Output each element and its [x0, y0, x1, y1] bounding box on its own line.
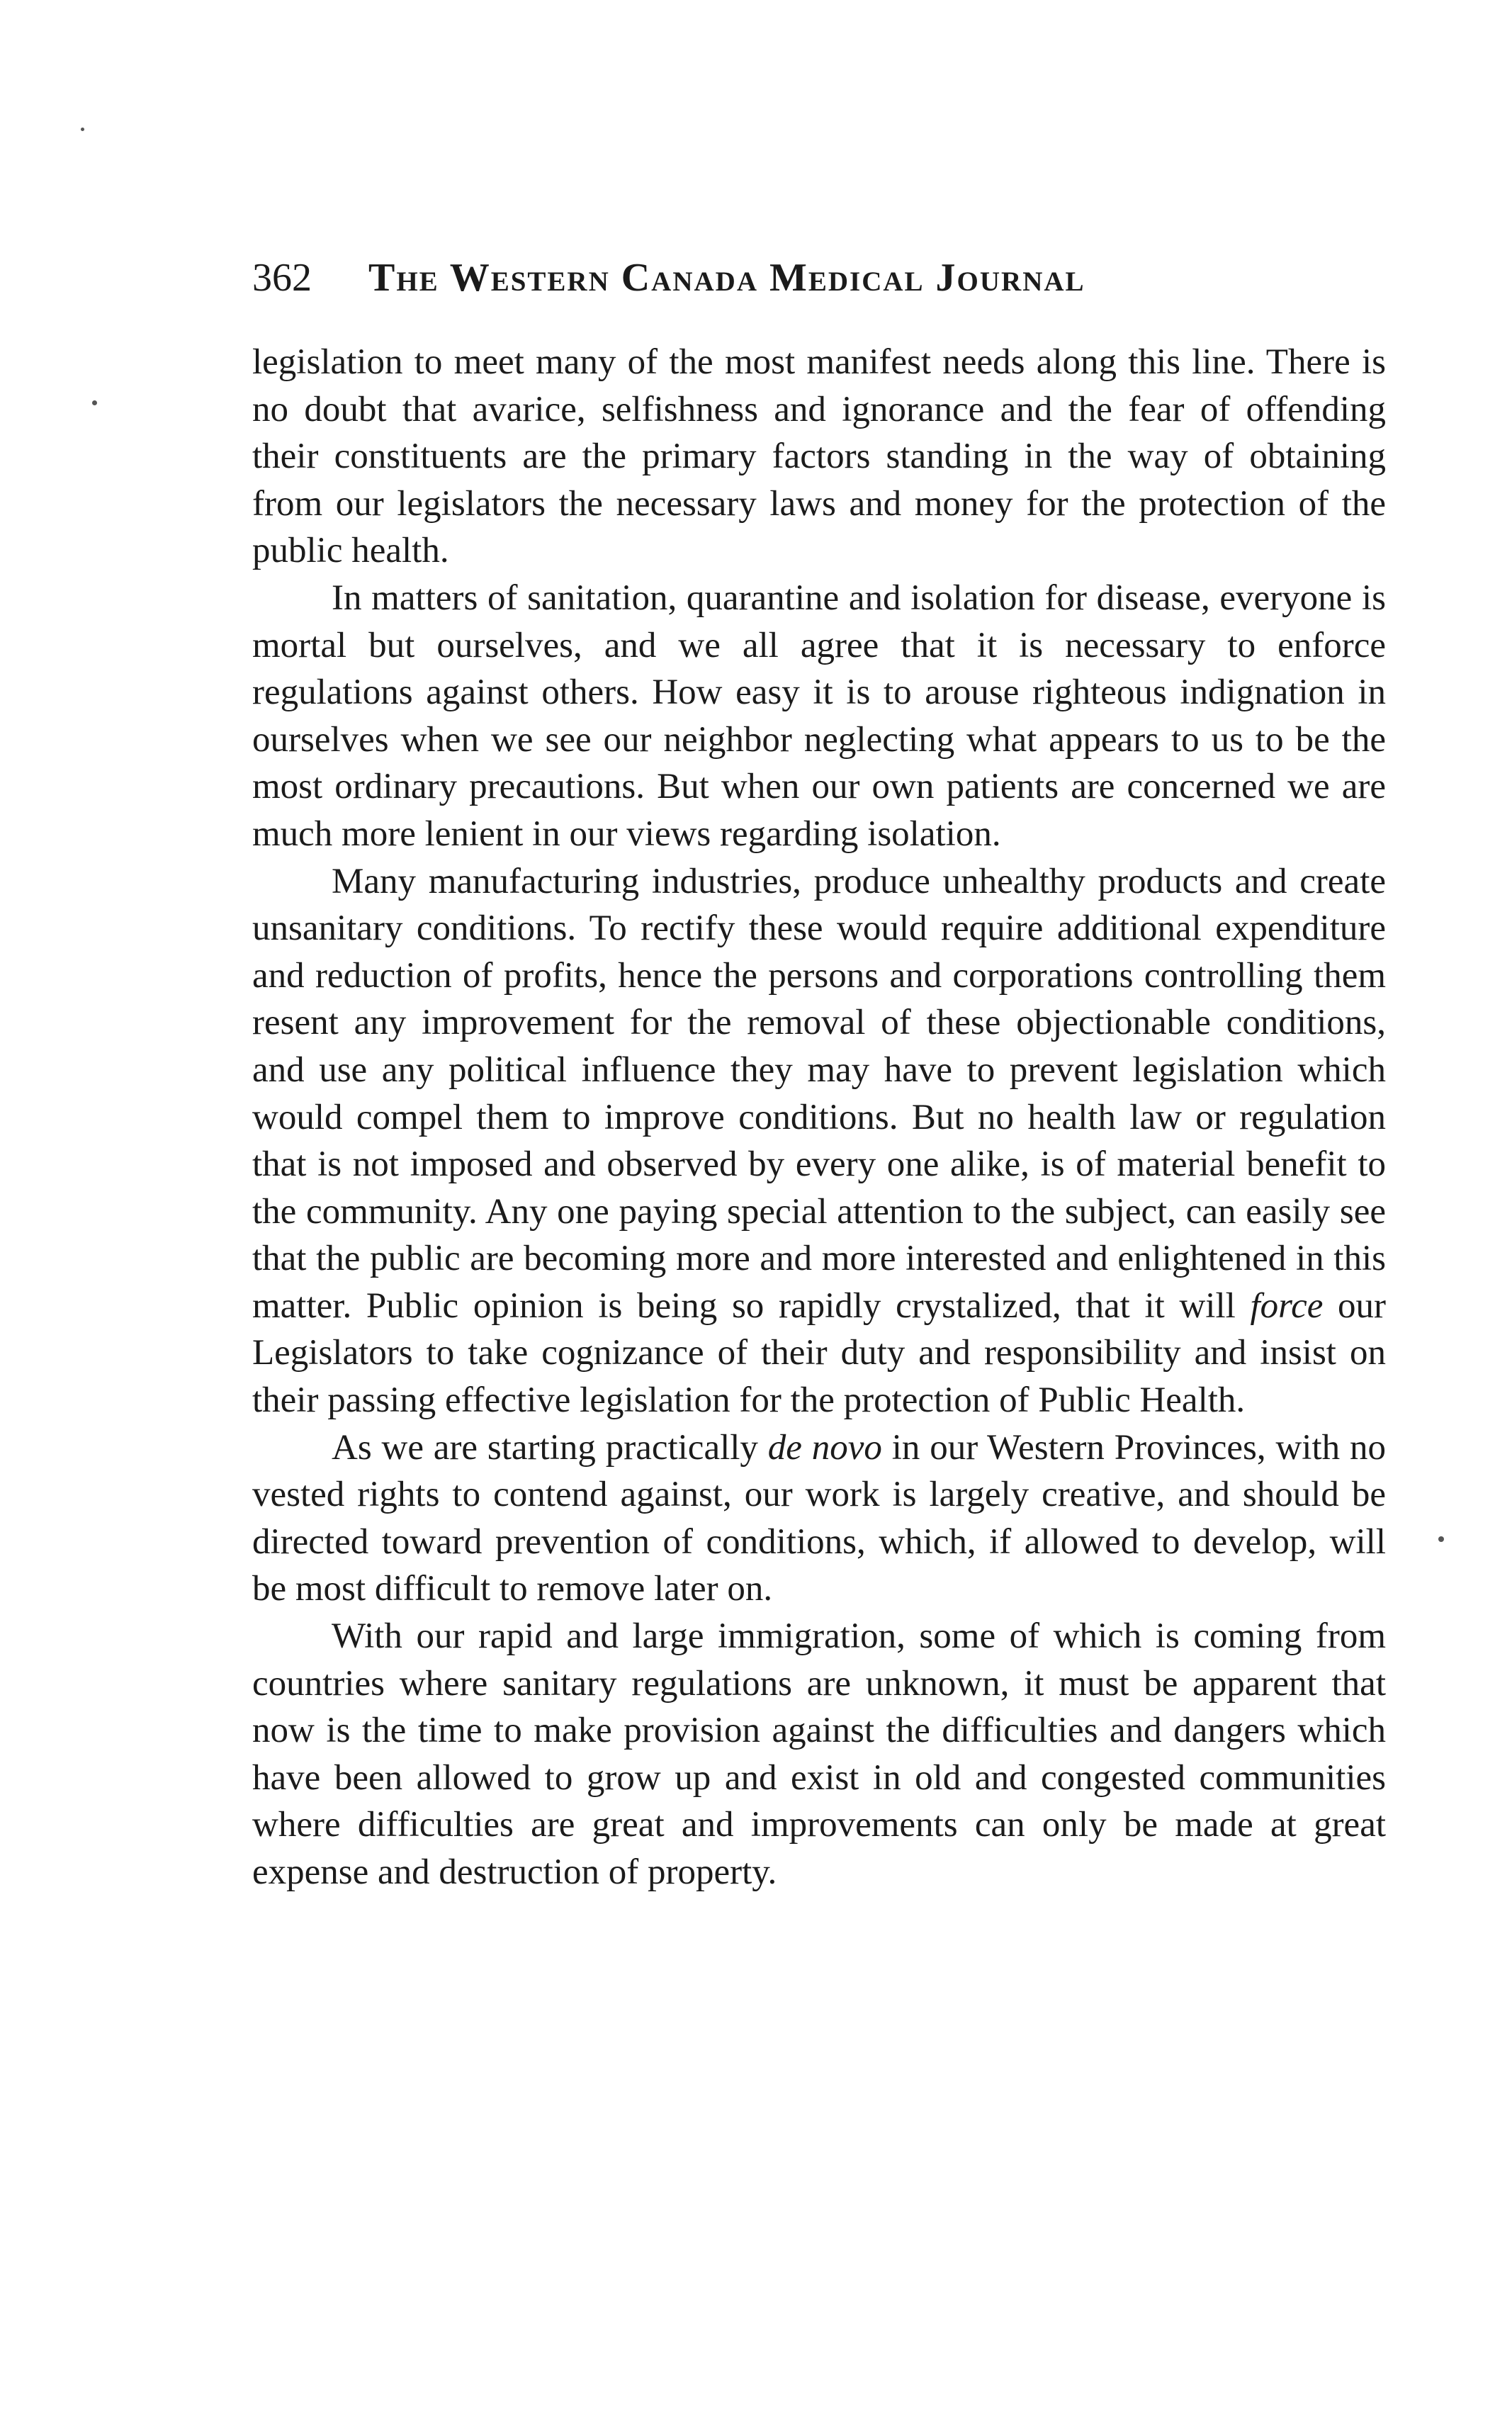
journal-title: The Western Canada Medical Journal: [368, 256, 1085, 300]
running-header: [252, 249, 1386, 306]
emphasis-force: force: [1250, 1285, 1324, 1326]
page-number: 362: [252, 256, 312, 300]
article-body: [252, 339, 1386, 1896]
paragraph-4-text-after: in our Western Provinces, with no vested rights to contend against, our work is largely creative, and should be directed toward prevention of conditions, which, if allowed to develop, will be most difficult to remove later on.: [252, 1427, 1386, 1609]
paragraph-2: In matters of sanitation, quarantine and isolation for disease, everyone is mortal but ourselves, and we all agree that it is necessary to enforce regulations against others. How easy it is to arouse righteous indignation in ourselves when we see our neighbor neglecting what appears to us to be the most ordinary precautions. But when our own patients are concerned we are much more lenient in our views regarding isolation.: [252, 578, 1386, 854]
paragraph-4-text-before: As we are starting practically: [332, 1427, 768, 1468]
scan-speck: [1438, 1536, 1444, 1542]
paragraph-3: [252, 858, 1386, 1424]
paragraph-3-text-before: Many manufacturing industries, produce unhealthy products and create unsanitary conditions. To rectify these would require additional expenditure and reduction of profits, hence the persons and corporations controlling them resent any improvement for the removal of these objectionable conditions, and use any political influence they may have to prevent legislation which would compel them to improve conditions. But no health law or regulation that is not imposed and observed by every one alike, is of material benefit to the community. Any one paying special attention to the subject, can easily see that the public are becoming more and more interested and enlightened in this matter. Public opinion is being so rapidly crystalized, that it will: [252, 861, 1386, 1326]
emphasis-de-novo: de novo: [767, 1427, 882, 1468]
paragraph-1: legislation to meet many of the most manifest needs along this line. There is no doubt that avarice, selfishness and ignorance and the fear of offending their constituents are the primary factors standing in the way of obtaining from our legislators the necessary laws and money for the protection of the public health.: [252, 342, 1386, 571]
paragraph-3-text-after: our Legislators to take cognizance of their duty and responsibility and insist on their passing effective legislation for the protection of Public Health.: [252, 1285, 1387, 1421]
scan-speck: [81, 128, 84, 131]
paragraph-5: With our rapid and large immigration, some of which is coming from countries where sanitary regulations are unknown, it must be apparent that now is the time to make provision against the difficulties and dangers which have been allowed to grow up and exist in old and congested communities where difficulties are great and improvements can only be made at great expense and destruction of property.: [252, 1616, 1386, 1892]
paragraph-4: [252, 1424, 1386, 1613]
scan-speck: [92, 400, 97, 405]
